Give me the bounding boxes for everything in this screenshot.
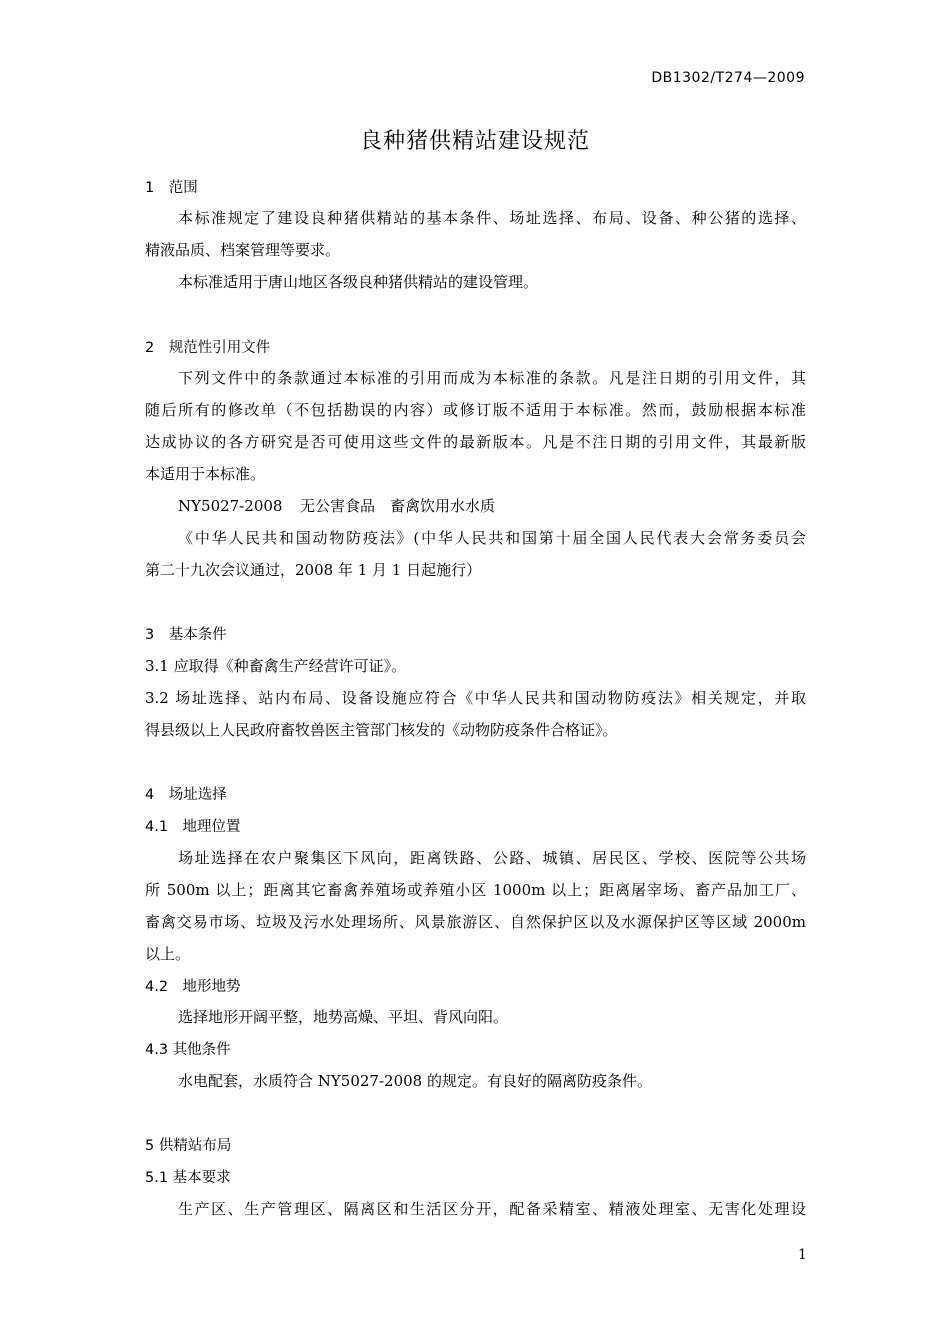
section-1-para-1-line-2: 精液品质、档案管理等要求。	[145, 241, 341, 259]
reference-1-name: 无公害食品 畜禽饮用水水质	[300, 497, 496, 515]
document-code: DB1302/T274—2009	[651, 70, 805, 86]
section-4-1-para-line-4: 以上。	[145, 945, 191, 963]
section-4-1-para-line-2: 所 500m 以上；距离其它畜禽养殖场或养殖小区 1000m 以上；距离屠宰场、畜产品加工厂、	[145, 881, 806, 899]
section-3-para-2-line-1: 3.2 场址选择、站内布局、设备设施应符合《中华人民共和国动物防疫法》相关规定，并取	[145, 689, 806, 707]
section-5-1-heading: 5.1 基本要求	[145, 1170, 231, 1186]
reference-1	[178, 495, 495, 516]
reference-2-line-2: 第二十九次会议通过，2008 年 1 月 1 日起施行）	[145, 561, 482, 579]
section-4-1-para-line-3: 畜禽交易市场、垃圾及污水处理场所、风景旅游区、自然保护区以及水源保护区等区域 2000m	[145, 913, 806, 931]
section-1-para-1-line-1: 本标准规定了建设良种猪供精站的基本条件、场址选择、布局、设备、种公猪的选择、	[178, 209, 806, 227]
reference-2-line-1: 《中华人民共和国动物防疫法》(中华人民共和国第十届全国人民代表大会常务委员会	[178, 529, 806, 547]
page-number: 1	[798, 1247, 807, 1263]
section-1-heading: 1 范围	[145, 180, 198, 196]
section-2-para-1-line-2: 随后所有的修改单（不包括勘误的内容）或修订版不适用于本标准。然而，鼓励根据本标准	[145, 401, 806, 419]
section-4-2-heading: 4.2 地形地势	[145, 979, 241, 995]
section-5-heading: 5 供精站布局	[145, 1138, 232, 1154]
section-4-2-para: 选择地形开阔平整，地势高燥、平坦、背风向阳。	[178, 1008, 509, 1026]
section-3-para-2-line-2: 得县级以上人民政府畜牧兽医主管部门核发的《动物防疫条件合格证》。	[145, 721, 618, 739]
section-4-1-para-line-1: 场址选择在农户聚集区下风向，距离铁路、公路、城镇、居民区、学校、医院等公共场	[178, 849, 806, 867]
section-5-1-para-line-1: 生产区、生产管理区、隔离区和生活区分开，配备采精室、精液处理室、无害化处理设	[178, 1200, 806, 1218]
section-2-para-1-line-3: 达成协议的各方研究是否可使用这些文件的最新版本。凡是不注日期的引用文件，其最新版	[145, 433, 806, 451]
section-4-3-para: 水电配套，水质符合 NY5027-2008 的规定。有良好的隔离防疫条件。	[178, 1072, 652, 1090]
document-title: 良种猪供精站建设规范	[359, 129, 590, 154]
section-4-heading: 4 场址选择	[145, 787, 227, 803]
section-2-para-1-line-4: 本适用于本标准。	[145, 465, 266, 483]
section-1-para-2: 本标准适用于唐山地区各级良种猪供精站的建设管理。	[178, 273, 539, 291]
section-3-heading: 3 基本条件	[145, 627, 227, 643]
section-2-heading: 2 规范性引用文件	[145, 340, 271, 356]
section-3-para-1: 3.1 应取得《种畜禽生产经营许可证》。	[145, 657, 407, 675]
section-4-1-heading: 4.1 地理位置	[145, 819, 241, 835]
section-4-3-heading: 4.3 其他条件	[145, 1042, 231, 1058]
section-2-para-1-line-1: 下列文件中的条款通过本标准的引用而成为本标准的条款。凡是注日期的引用文件，其	[178, 369, 806, 387]
reference-1-code: NY5027-2008	[178, 497, 283, 515]
